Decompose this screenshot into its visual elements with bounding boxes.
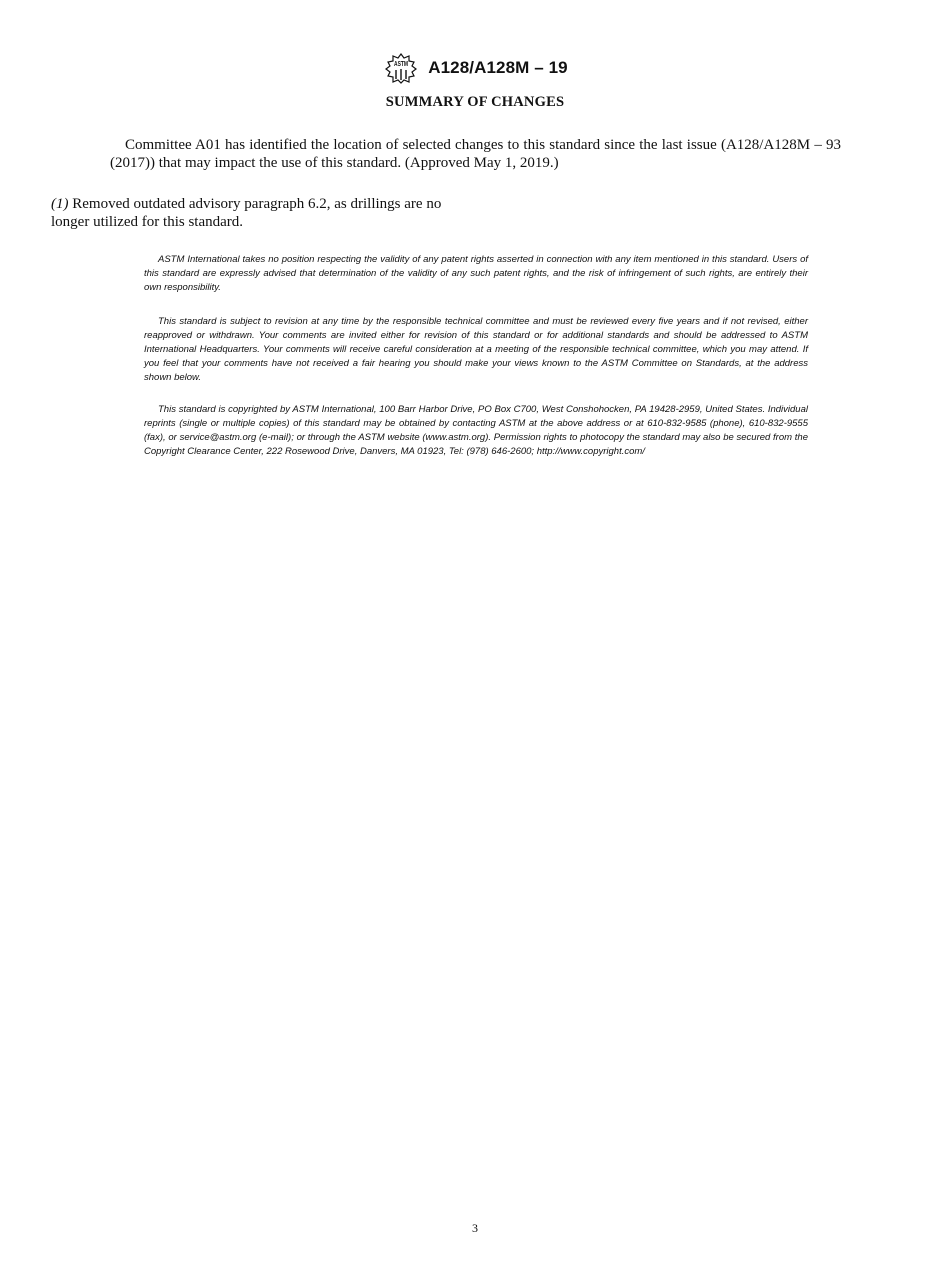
logo-text: ASTM bbox=[394, 59, 409, 68]
standard-designation: A128/A128M – 19 bbox=[428, 58, 568, 77]
section-title: SUMMARY OF CHANGES bbox=[385, 94, 565, 110]
change-number: (1) bbox=[51, 196, 69, 212]
revision-notice: This standard is subject to revision at any time by the responsible technical committee and must be reviewed every five years and if not revised, either reapproved or withdrawn. Your comments are invited either for revision of this standard or for additional standards and should be addressed to ASTM International Headquarters. Your comments will receive careful consideration at a meeting of the responsible technical committee, which you may attend. If you feel that your comments have not received a fair hearing you should make your views known to the ASTM Committee on Standards, at the address shown below. bbox=[144, 316, 808, 383]
change-text: Removed outdated advisory paragraph 6.2, as drillings are no longer utilized for this standard. bbox=[51, 196, 442, 230]
page-number: 3 bbox=[472, 1221, 478, 1235]
astm-logo-icon bbox=[382, 52, 420, 84]
document-header bbox=[0, 52, 950, 84]
copyright-notice: This standard is copyrighted by ASTM International, 100 Barr Harbor Drive, PO Box C700, West Conshohocken, PA 19428-2959, United States. Individual reprints (single or multiple copies) of this standard may be obtained by contacting ASTM at the above address or at 610-832-9585 (phone), 610-832-9555 (fax), or service@astm.org (e-mail); or through the ASTM website (www.astm.org). Permission rights to photocopy the standard may also be secured from the Copyright Clearance Center, 222 Rosewood Drive, Danvers, MA 01923, Tel: (978) 646-2600; http://www.copyright.com/ bbox=[144, 404, 808, 457]
change-list-item bbox=[51, 195, 476, 231]
patent-notice: ASTM International takes no position respecting the validity of any patent rights asserted in connection with any item mentioned in this standard. Users of this standard are expressly advised that determination of the validity of any such patent rights, and the risk of infringement of such rights, are entirely their own responsibility. bbox=[144, 254, 808, 293]
summary-intro: Committee A01 has identified the location of selected changes to this standard since the last issue (A128/A128M – 93 (2017)) that may impact the use of this standard. (Approved May 1, 2019.) bbox=[110, 137, 841, 171]
